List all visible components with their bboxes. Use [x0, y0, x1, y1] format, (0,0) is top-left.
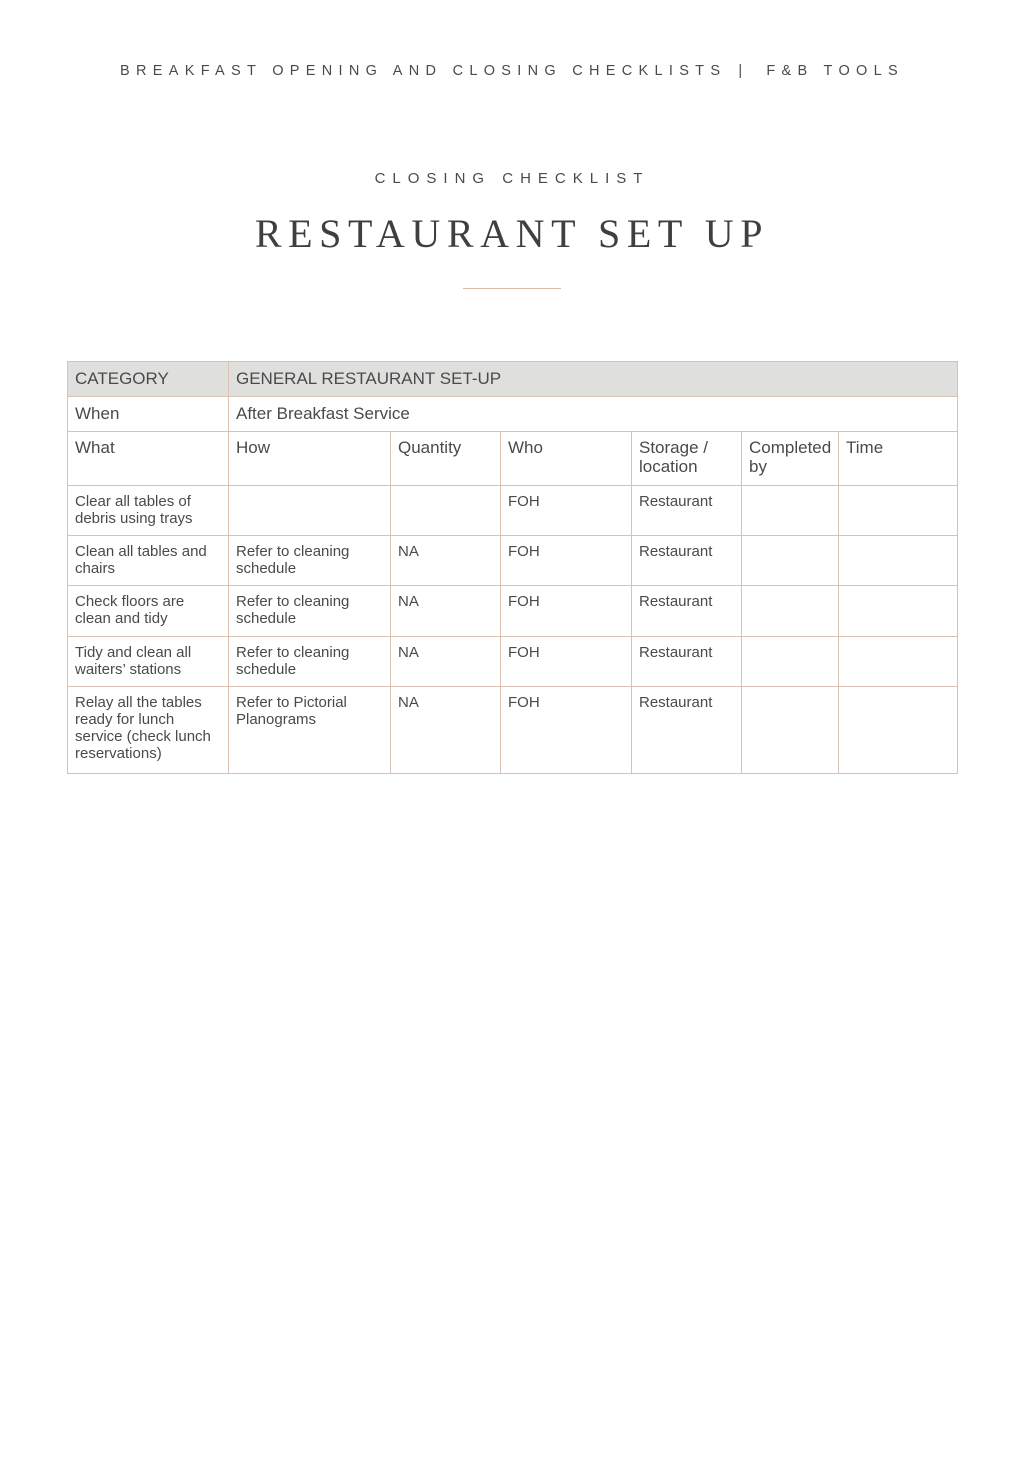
cell-storage: Restaurant: [632, 486, 742, 536]
cell-how: Refer to Pictorial Planograms: [229, 687, 391, 774]
column-header-who: Who: [501, 432, 632, 486]
cell-completed-by[interactable]: [742, 486, 839, 536]
cell-quantity: NA: [391, 687, 501, 774]
when-row: [68, 397, 958, 432]
cell-storage: Restaurant: [632, 536, 742, 586]
category-label: CATEGORY: [68, 362, 229, 397]
column-header-row: [68, 432, 958, 486]
document-header: [0, 63, 1024, 79]
cell-time[interactable]: [839, 687, 958, 774]
column-header-what: What: [68, 432, 229, 486]
cell-what: Clear all tables of debris using trays: [68, 486, 229, 536]
cell-who: FOH: [501, 637, 632, 687]
cell-storage: Restaurant: [632, 637, 742, 687]
column-header-time: Time: [839, 432, 958, 486]
cell-storage: Restaurant: [632, 687, 742, 774]
cell-quantity: NA: [391, 586, 501, 637]
cell-who: FOH: [501, 486, 632, 536]
category-value: GENERAL RESTAURANT SET-UP: [229, 362, 958, 397]
cell-time[interactable]: [839, 586, 958, 637]
cell-time[interactable]: [839, 536, 958, 586]
column-header-quantity: Quantity: [391, 432, 501, 486]
when-label: When: [68, 397, 229, 432]
cell-what: Check floors are clean and tidy: [68, 586, 229, 637]
table-row: [68, 586, 958, 637]
table-row: [68, 637, 958, 687]
cell-time[interactable]: [839, 637, 958, 687]
header-brand: F&B TOOLS: [766, 63, 904, 79]
column-header-storage: Storage / location: [632, 432, 742, 486]
title-divider: [463, 288, 561, 289]
cell-what: Relay all the tables ready for lunch service (check lunch reservations): [68, 687, 229, 774]
column-header-how: How: [229, 432, 391, 486]
cell-how: Refer to cleaning schedule: [229, 586, 391, 637]
page-subtitle: CLOSING CHECKLIST: [374, 170, 650, 187]
checklist-table: [67, 361, 958, 774]
header-separator: |: [738, 63, 749, 79]
cell-quantity: [391, 486, 501, 536]
cell-who: FOH: [501, 536, 632, 586]
table-row: [68, 536, 958, 586]
cell-storage: Restaurant: [632, 586, 742, 637]
cell-how: [229, 486, 391, 536]
table-row: [68, 486, 958, 536]
table-row: [68, 687, 958, 774]
header-title: BREAKFAST OPENING AND CLOSING CHECKLISTS: [120, 63, 727, 79]
cell-quantity: NA: [391, 637, 501, 687]
cell-completed-by[interactable]: [742, 536, 839, 586]
category-row: [68, 362, 958, 397]
cell-completed-by[interactable]: [742, 586, 839, 637]
column-header-completed-by: Completed by: [742, 432, 839, 486]
cell-what: Clean all tables and chairs: [68, 536, 229, 586]
cell-quantity: NA: [391, 536, 501, 586]
cell-how: Refer to cleaning schedule: [229, 536, 391, 586]
cell-completed-by[interactable]: [742, 687, 839, 774]
cell-time[interactable]: [839, 486, 958, 536]
when-value: After Breakfast Service: [229, 397, 958, 432]
cell-how: Refer to cleaning schedule: [229, 637, 391, 687]
cell-who: FOH: [501, 687, 632, 774]
cell-completed-by[interactable]: [742, 637, 839, 687]
cell-who: FOH: [501, 586, 632, 637]
page-title: RESTAURANT SET UP: [254, 211, 770, 256]
cell-what: Tidy and clean all waiters’ stations: [68, 637, 229, 687]
